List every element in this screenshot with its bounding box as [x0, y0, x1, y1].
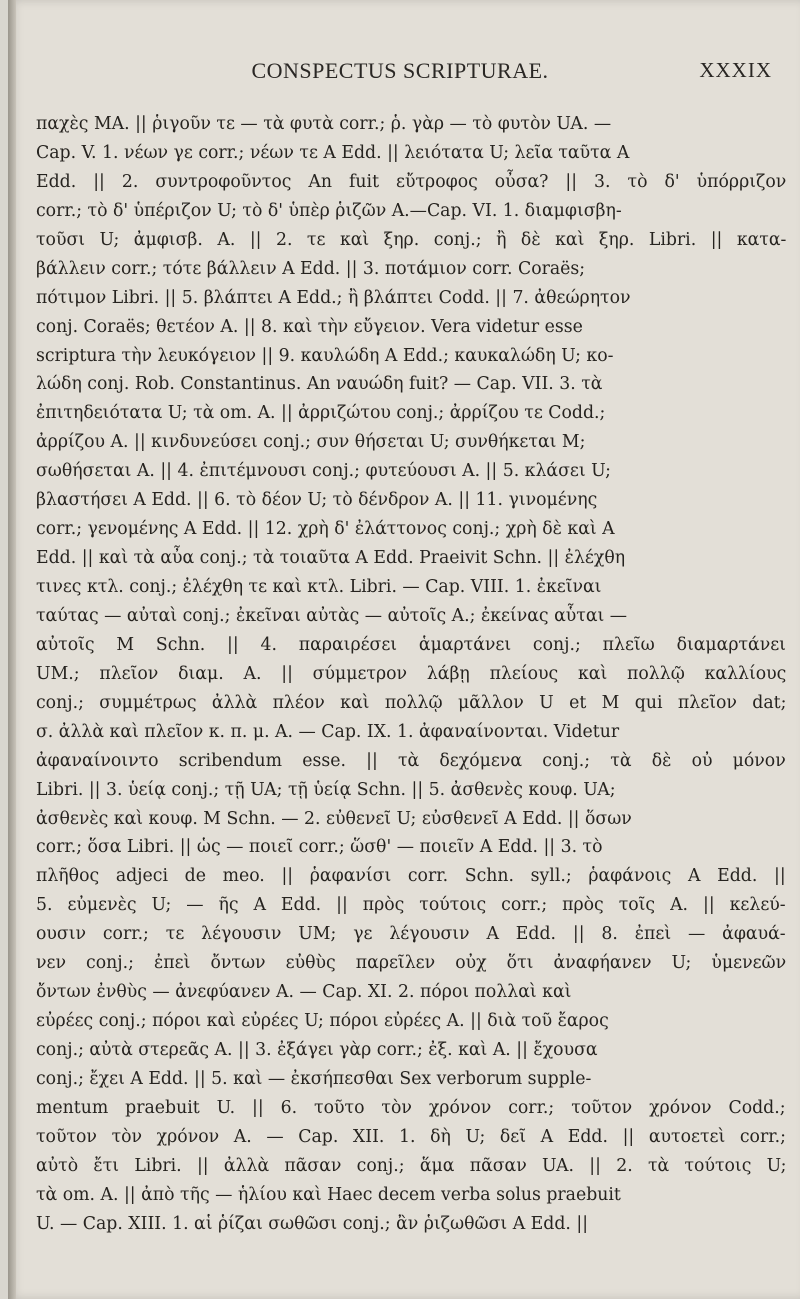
critical-apparatus-text — [36, 110, 786, 1239]
text-line: πότιμον Libri. || 5. βλάπτει A Edd.; ἢ βλάπτει Codd. || 7. ἀθεώρητον — [36, 287, 631, 308]
text-line: βάλλειν corr.; τότε βάλλειν A Edd. || 3. ποτάμιον corr. Coraës; — [36, 258, 586, 279]
text-line: corr.; τὸ δ' ὑπέριζον U; τὸ δ' ὑπὲρ ῥιζῶν A.—Cap. VI. 1. διαμφισβη- — [36, 200, 622, 221]
text-line: τοῦτον τὸν χρόνον A. — Cap. XII. 1. δὴ U; δεῖ A Edd. || αυτοετεὶ corr.; — [36, 1126, 786, 1147]
running-title: CONSPECTUS SCRIPTURAE. — [251, 58, 549, 83]
text-line: mentum praebuit U. || 6. τοῦτο τὸν χρόνον corr.; τοῦτον χρόνον Codd.; — [36, 1097, 786, 1118]
text-line: Libri. || 3. ὑείᾳ conj.; τῇ UA; τῇ ὑείᾳ Schn. || 5. ἀσθενὲς κουφ. UA; — [36, 779, 616, 800]
text-line: conj.; αὐτὰ στερεᾶς A. || 3. ἐξάγει γὰρ corr.; ἐξ. καὶ A. || ἔχουσα — [36, 1040, 598, 1060]
text-line: ουσιν corr.; τε λέγουσιν UM; γε λέγουσιν A Edd. || 8. ἐπεὶ — ἀφαυά- — [36, 924, 786, 945]
text-line: ταύτας — αὐταὶ conj.; ἐκεῖναι αὐτὰς — αὐτοῖς A.; ἐκείνας αὗται — — [36, 605, 628, 626]
text-line: conj.; ἔχει A Edd. || 5. καὶ — ἐκσήπεσθαι Sex verborum supple- — [36, 1068, 592, 1089]
text-line: U. — Cap. XIII. 1. αἱ ῥίζαι σωθῶσι conj.; ἂν ῥιζωθῶσι A Edd. || — [36, 1213, 589, 1234]
text-line: λώδη conj. Rob. Constantinus. An ναυώδη fuit? — Cap. VII. 3. τὰ — [36, 374, 603, 395]
text-line: ὄντων ἐνθὺς — ἀνεφύανεν A. — Cap. XI. 2. πόροι πολλαὶ καὶ — [36, 982, 572, 1003]
text-line: ἀφαναίνοιντο scribendum esse. || τὰ δεχόμενα conj.; τὰ δὲ οὐ μόνον — [36, 750, 786, 771]
text-line: τὰ om. A. || ἀπὸ τῆς — ἡλίου καὶ Haec decem verba solus praebuit — [36, 1184, 621, 1205]
page-number: XXXIX — [699, 58, 772, 82]
text-line: σωθήσεται A. || 4. ἐπιτέμνουσι conj.; φυτεύουσι A. || 5. κλάσει U; — [36, 461, 611, 482]
text-line: ἀσθενὲς καὶ κουφ. M Schn. — 2. εὐθενεῖ U; εὐσθενεῖ A Edd. || ὅσων — [36, 808, 632, 829]
text-line: Cap. V. 1. νέων γε corr.; νέων τε A Edd. || λειότατα U; λεῖα ταῦτα A — [36, 142, 630, 163]
text-line: εὐρέες conj.; πόροι καὶ εὐρέες U; πόροι εὐρέες A. || διὰ τοῦ ἔαρος — [36, 1011, 609, 1032]
text-line: ἀρρίζου A. || κινδυνεύσει conj.; συν θήσεται U; συνθήκεται M; — [36, 432, 586, 453]
text-line: τινες κτλ. conj.; ἐλέχθη τε καὶ κτλ. Libri. — Cap. VIII. 1. ἐκεῖναι — [36, 577, 602, 597]
text-line: αὐτὸ ἔτι Libri. || ἀλλὰ πᾶσαν conj.; ἅμα πᾶσαν UA. || 2. τὰ τούτοις U; — [36, 1155, 786, 1176]
text-line: Edd. || 2. συντροφοῦντος An fuit εὔτροφος οὖσα? || 3. τὸ δ' ὑπόρριζον — [36, 171, 786, 192]
text-line: αὐτοῖς M Schn. || 4. παραιρέσει ἁμαρτάνει conj.; πλεῖω διαμαρτάνει — [36, 634, 786, 655]
text-line: conj.; συμμέτρως ἀλλὰ πλέον καὶ πολλῷ μᾶλλον U et M qui πλεῖον dat; — [36, 692, 786, 713]
book-page — [8, 0, 800, 1299]
text-line: conj. Coraës; θετέον A. || 8. καὶ τὴν εὔγειον. Vera videtur esse — [36, 316, 583, 337]
text-line: πλῆθος adjeci de meo. || ῥαφανίσι corr. Schn. syll.; ῥαφάνοις A Edd. || — [36, 866, 786, 887]
text-line: παχὲς MA. || ῥιγοῦν τε — τὰ φυτὰ corr.; ῥ. γὰρ — τὸ φυτὸν UA. — — [36, 114, 612, 134]
text-line: τοῦσι U; ἀμφισβ. A. || 2. τε καὶ ξηρ. conj.; ἢ δὲ καὶ ξηρ. Libri. || κατα- — [36, 229, 786, 250]
text-line: corr.; ὅσα Libri. || ὡς — ποιεῖ corr.; ὥσθ' — ποιεῖν A Edd. || 3. τὸ — [36, 837, 603, 858]
page-header — [28, 58, 772, 88]
page-spine-shadow — [8, 0, 16, 1299]
text-line: UM.; πλεῖον διαμ. A. || σύμμετρον λάβῃ πλείους καὶ πολλῷ καλλίους — [36, 663, 786, 684]
text-line: σ. ἀλλὰ καὶ πλεῖον κ. π. μ. A. — Cap. IX. 1. ἀφαναίνονται. Videtur — [36, 721, 620, 742]
text-line: Edd. || καὶ τὰ αὖα conj.; τὰ τοιαῦτα A Edd. Praeivit Schn. || ἐλέχθη — [36, 548, 626, 569]
text-line: νεν conj.; ἐπεὶ ὄντων εὐθὺς παρεῖλεν οὐχ ὅτι ἀναφήανεν U; ὑμενεῶν — [36, 953, 786, 974]
text-line: 5. εὐμενὲς U; — ῆς A Edd. || πρὸς τούτοις corr.; πρὸς τοῖς A. || κελεύ- — [36, 895, 786, 916]
text-line: βλαστήσει A Edd. || 6. τὸ δέον U; τὸ δένδρον A. || 11. γινομένης — [36, 490, 598, 511]
text-line: scriptura τὴν λευκόγειον || 9. καυλώδη A Edd.; καυκαλώδη U; κο- — [36, 345, 614, 366]
text-line: corr.; γενομένης A Edd. || 12. χρὴ δ' ἐλάττονος conj.; χρὴ δὲ καὶ A — [36, 519, 615, 540]
text-line: ἐπιτηδειότατα U; τὰ om. A. || ἀρριζώτου conj.; ἀρρίζου τε Codd.; — [36, 403, 606, 424]
